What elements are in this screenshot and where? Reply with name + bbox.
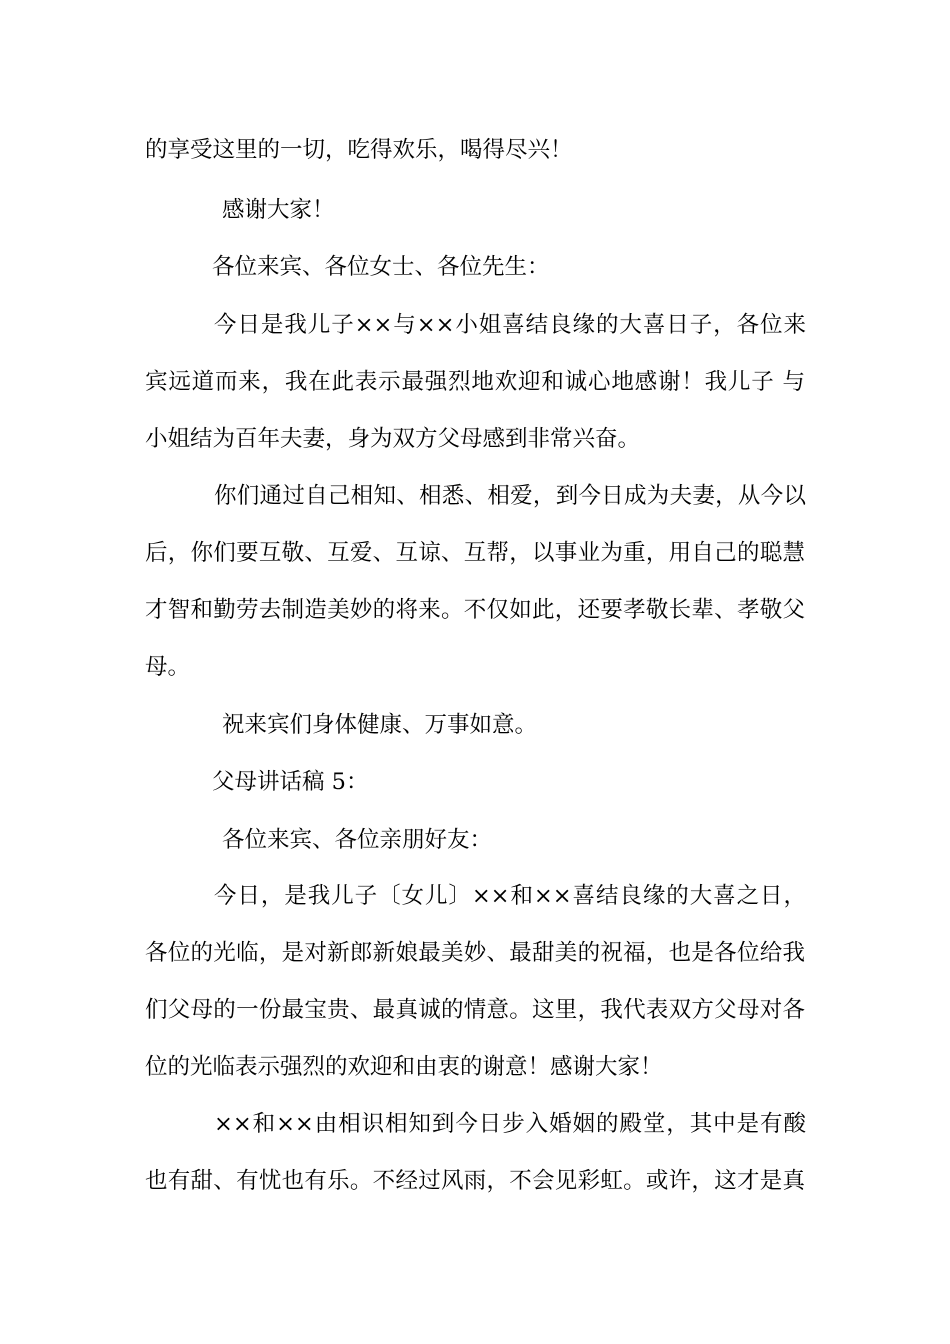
text-line-11: 祝来宾们身体健康、万事如意。: [222, 712, 538, 738]
text-line-12: 父母讲话稿 5：: [212, 769, 369, 795]
text-line-6: 小姐结为百年夫妻，身为双方父母感到非常兴奋。: [145, 426, 641, 452]
text-line-19: 也有甜、有忧也有乐。不经过风雨，不会见彩虹。或许，这才是真: [145, 1168, 805, 1194]
text-line-17: 位的光临表示强烈的欢迎和由衷的谢意！感谢大家！: [145, 1054, 663, 1080]
text-line-2: 感谢大家！: [222, 197, 335, 223]
text-line-18: ××和××由相识相知到今日步入婚姻的殿堂，其中是有酸: [214, 1111, 806, 1137]
text-line-8: 后，你们要互敬、互爱、互谅、互帮，以事业为重，用自己的聪慧: [145, 540, 805, 566]
text-line-1: 的享受这里的一切，吃得欢乐，喝得尽兴！: [145, 137, 573, 163]
text-line-10: 母。: [145, 654, 191, 680]
text-line-4: 今日是我儿子××与××小姐喜结良缘的大喜日子，各位来: [214, 312, 806, 338]
text-line-14: 今日，是我儿子〔女儿〕××和××喜结良缘的大喜之日，: [214, 883, 806, 909]
text-line-16: 们父母的一份最宝贵、最真诚的情意。这里，我代表双方父母对各: [145, 997, 805, 1023]
text-line-5: 宾远道而来，我在此表示最强烈地欢迎和诚心地感谢！我儿子 与: [145, 369, 805, 395]
text-line-9: 才智和勤劳去制造美妙的将来。不仅如此，还要孝敬长辈、孝敬父: [145, 597, 805, 623]
text-line-13: 各位来宾、各位亲朋好友：: [222, 827, 493, 853]
text-line-7: 你们通过自己相知、相悉、相爱，到今日成为夫妻，从今以: [214, 483, 806, 509]
text-line-3: 各位来宾、各位女士、各位先生：: [212, 254, 550, 280]
text-line-15: 各位的光临，是对新郎新娘最美妙、最甜美的祝福，也是各位给我: [145, 940, 805, 966]
